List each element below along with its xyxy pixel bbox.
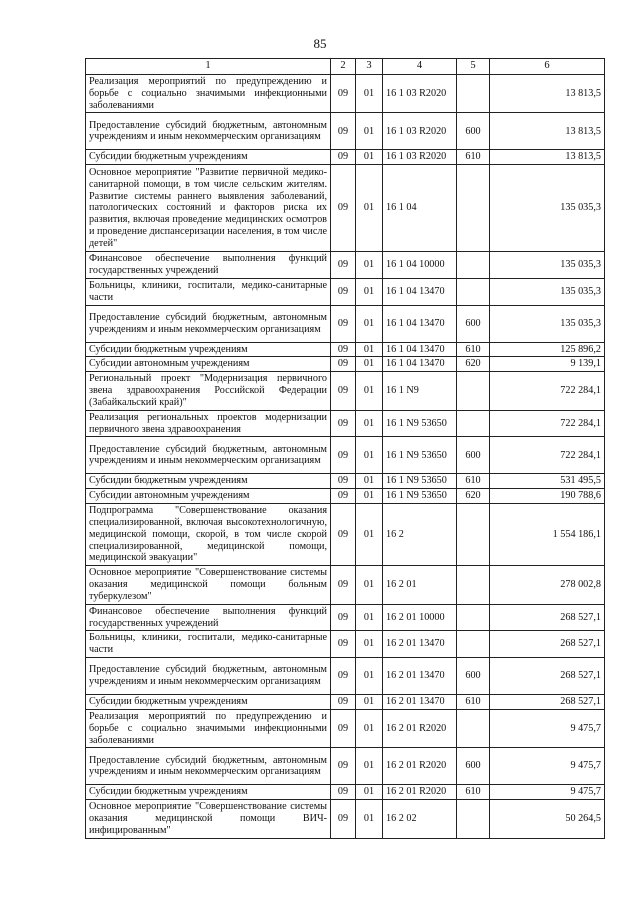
table-row xyxy=(86,165,605,252)
section-code-cell: 09 xyxy=(331,785,356,800)
amount-cell: 531 495,5 xyxy=(490,474,605,489)
section-code-cell: 09 xyxy=(331,372,356,410)
subsection-code-cell: 01 xyxy=(356,410,383,437)
target-article-cell: 16 2 xyxy=(383,504,457,566)
table-header-row xyxy=(86,59,605,75)
row-name-cell: Субсидии автономным учреждениям xyxy=(86,357,331,372)
expense-type-cell xyxy=(457,372,490,410)
section-code-cell: 09 xyxy=(331,748,356,785)
section-code-cell: 09 xyxy=(331,489,356,504)
target-article-cell: 16 2 01 13470 xyxy=(383,695,457,710)
subsection-code-cell: 01 xyxy=(356,372,383,410)
row-name-cell: Субсидии бюджетным учреждениям xyxy=(86,695,331,710)
subsection-code-cell: 01 xyxy=(356,631,383,658)
target-article-cell: 16 1 04 13470 xyxy=(383,278,457,305)
subsection-code-cell: 01 xyxy=(356,278,383,305)
expense-type-cell xyxy=(457,410,490,437)
table-row xyxy=(86,631,605,658)
amount-cell: 190 788,6 xyxy=(490,489,605,504)
table-row xyxy=(86,604,605,631)
table-row xyxy=(86,410,605,437)
target-article-cell: 16 2 02 xyxy=(383,800,457,838)
table-row xyxy=(86,372,605,410)
row-name-cell: Субсидии бюджетным учреждениям xyxy=(86,785,331,800)
row-name-cell: Основное мероприятие "Развитие первичной медико-санитарной помощи, в том числе сельским жителям. Развитие системы раннего выявления заболеваний, патологических состояний и факторов риска их развития, включая проведение медицинских осмотров и проведение диспансеризации населения, в том числе детей" xyxy=(86,165,331,252)
table-row xyxy=(86,342,605,357)
subsection-code-cell: 01 xyxy=(356,165,383,252)
row-name-cell: Финансовое обеспечение выполнения функций государственных учреждений xyxy=(86,252,331,279)
expense-type-cell: 600 xyxy=(457,748,490,785)
row-name-cell: Больницы, клиники, госпитали, медико-санитарные части xyxy=(86,278,331,305)
expense-type-cell xyxy=(457,566,490,604)
target-article-cell: 16 1 03 R2020 xyxy=(383,75,457,113)
section-code-cell: 09 xyxy=(331,658,356,695)
subsection-code-cell: 01 xyxy=(356,504,383,566)
expense-type-cell: 610 xyxy=(457,474,490,489)
subsection-code-cell: 01 xyxy=(356,342,383,357)
target-article-cell: 16 1 03 R2020 xyxy=(383,150,457,165)
subsection-code-cell: 01 xyxy=(356,75,383,113)
target-article-cell: 16 1 04 13470 xyxy=(383,357,457,372)
amount-cell: 50 264,5 xyxy=(490,800,605,838)
target-article-cell: 16 1 04 13470 xyxy=(383,342,457,357)
table-row xyxy=(86,709,605,747)
row-name-cell: Финансовое обеспечение выполнения функций государственных учреждений xyxy=(86,604,331,631)
section-code-cell: 09 xyxy=(331,631,356,658)
section-code-cell: 09 xyxy=(331,566,356,604)
subsection-code-cell: 01 xyxy=(356,566,383,604)
target-article-cell: 16 1 03 R2020 xyxy=(383,113,457,150)
table-row xyxy=(86,252,605,279)
amount-cell: 9 139,1 xyxy=(490,357,605,372)
expense-type-cell: 600 xyxy=(457,113,490,150)
subsection-code-cell: 01 xyxy=(356,150,383,165)
amount-cell: 722 284,1 xyxy=(490,437,605,474)
amount-cell: 268 527,1 xyxy=(490,695,605,710)
expense-type-cell xyxy=(457,75,490,113)
expense-type-cell: 600 xyxy=(457,658,490,695)
section-code-cell: 09 xyxy=(331,165,356,252)
table-row xyxy=(86,305,605,342)
table-row xyxy=(86,75,605,113)
expense-type-cell xyxy=(457,165,490,252)
row-name-cell: Реализация региональных проектов модернизации первичного звена здравоохранения xyxy=(86,410,331,437)
expense-type-cell: 610 xyxy=(457,785,490,800)
row-name-cell: Предоставление субсидий бюджетным, автономным учреждениям и иным некоммерческим организациям xyxy=(86,113,331,150)
column-header: 1 xyxy=(86,59,331,75)
target-article-cell: 16 1 N9 xyxy=(383,372,457,410)
table-row xyxy=(86,800,605,838)
expense-type-cell xyxy=(457,278,490,305)
target-article-cell: 16 2 01 10000 xyxy=(383,604,457,631)
budget-table xyxy=(85,58,605,839)
column-header: 3 xyxy=(356,59,383,75)
section-code-cell: 09 xyxy=(331,305,356,342)
column-header: 4 xyxy=(383,59,457,75)
expense-type-cell: 610 xyxy=(457,342,490,357)
target-article-cell: 16 1 04 xyxy=(383,165,457,252)
target-article-cell: 16 1 04 13470 xyxy=(383,305,457,342)
amount-cell: 13 813,5 xyxy=(490,113,605,150)
target-article-cell: 16 1 04 10000 xyxy=(383,252,457,279)
subsection-code-cell: 01 xyxy=(356,357,383,372)
section-code-cell: 09 xyxy=(331,342,356,357)
row-name-cell: Подпрограмма "Совершенствование оказания специализированной, включая высокотехнологичную, медицинской помощи, скорой, в том числе скорой специализированной, медицинской помощи, медицинской эвакуации" xyxy=(86,504,331,566)
row-name-cell: Субсидии автономным учреждениям xyxy=(86,489,331,504)
amount-cell: 13 813,5 xyxy=(490,150,605,165)
amount-cell: 1 554 186,1 xyxy=(490,504,605,566)
amount-cell: 13 813,5 xyxy=(490,75,605,113)
amount-cell: 125 896,2 xyxy=(490,342,605,357)
row-name-cell: Субсидии бюджетным учреждениям xyxy=(86,150,331,165)
expense-type-cell xyxy=(457,604,490,631)
table-row xyxy=(86,489,605,504)
target-article-cell: 16 1 N9 53650 xyxy=(383,489,457,504)
table-row xyxy=(86,150,605,165)
subsection-code-cell: 01 xyxy=(356,252,383,279)
row-name-cell: Предоставление субсидий бюджетным, автономным учреждениям и иным некоммерческим организациям xyxy=(86,437,331,474)
section-code-cell: 09 xyxy=(331,278,356,305)
row-name-cell: Реализация мероприятий по предупреждению и борьбе с социально значимыми инфекционными заболеваниями xyxy=(86,75,331,113)
subsection-code-cell: 01 xyxy=(356,709,383,747)
amount-cell: 268 527,1 xyxy=(490,631,605,658)
subsection-code-cell: 01 xyxy=(356,489,383,504)
table-row xyxy=(86,113,605,150)
column-header: 5 xyxy=(457,59,490,75)
subsection-code-cell: 01 xyxy=(356,474,383,489)
table-row xyxy=(86,474,605,489)
subsection-code-cell: 01 xyxy=(356,113,383,150)
table-row xyxy=(86,566,605,604)
target-article-cell: 16 1 N9 53650 xyxy=(383,410,457,437)
section-code-cell: 09 xyxy=(331,410,356,437)
amount-cell: 722 284,1 xyxy=(490,372,605,410)
row-name-cell: Региональный проект "Модернизация первичного звена здравоохранения Российской Федерации (Забайкальский край)" xyxy=(86,372,331,410)
expense-type-cell: 600 xyxy=(457,305,490,342)
target-article-cell: 16 2 01 R2020 xyxy=(383,709,457,747)
amount-cell: 722 284,1 xyxy=(490,410,605,437)
expense-type-cell: 610 xyxy=(457,695,490,710)
amount-cell: 9 475,7 xyxy=(490,748,605,785)
section-code-cell: 09 xyxy=(331,800,356,838)
table-row xyxy=(86,357,605,372)
section-code-cell: 09 xyxy=(331,437,356,474)
subsection-code-cell: 01 xyxy=(356,800,383,838)
column-header: 2 xyxy=(331,59,356,75)
amount-cell: 135 035,3 xyxy=(490,278,605,305)
subsection-code-cell: 01 xyxy=(356,437,383,474)
subsection-code-cell: 01 xyxy=(356,748,383,785)
table-row xyxy=(86,504,605,566)
amount-cell: 135 035,3 xyxy=(490,252,605,279)
target-article-cell: 16 1 N9 53650 xyxy=(383,474,457,489)
target-article-cell: 16 1 N9 53650 xyxy=(383,437,457,474)
expense-type-cell xyxy=(457,252,490,279)
section-code-cell: 09 xyxy=(331,252,356,279)
expense-type-cell: 610 xyxy=(457,150,490,165)
table-row xyxy=(86,278,605,305)
amount-cell: 278 002,8 xyxy=(490,566,605,604)
page-number: 85 xyxy=(313,36,327,51)
table-row xyxy=(86,785,605,800)
row-name-cell: Реализация мероприятий по предупреждению и борьбе с социально значимыми инфекционными заболеваниями xyxy=(86,709,331,747)
target-article-cell: 16 2 01 xyxy=(383,566,457,604)
row-name-cell: Больницы, клиники, госпитали, медико-санитарные части xyxy=(86,631,331,658)
table-row xyxy=(86,748,605,785)
row-name-cell: Субсидии бюджетным учреждениям xyxy=(86,342,331,357)
expense-type-cell xyxy=(457,631,490,658)
subsection-code-cell: 01 xyxy=(356,604,383,631)
section-code-cell: 09 xyxy=(331,75,356,113)
section-code-cell: 09 xyxy=(331,695,356,710)
target-article-cell: 16 2 01 R2020 xyxy=(383,785,457,800)
subsection-code-cell: 01 xyxy=(356,785,383,800)
amount-cell: 135 035,3 xyxy=(490,165,605,252)
subsection-code-cell: 01 xyxy=(356,658,383,695)
section-code-cell: 09 xyxy=(331,709,356,747)
expense-type-cell xyxy=(457,504,490,566)
section-code-cell: 09 xyxy=(331,150,356,165)
row-name-cell: Субсидии бюджетным учреждениям xyxy=(86,474,331,489)
row-name-cell: Предоставление субсидий бюджетным, автономным учреждениям и иным некоммерческим организациям xyxy=(86,658,331,695)
subsection-code-cell: 01 xyxy=(356,305,383,342)
target-article-cell: 16 2 01 13470 xyxy=(383,631,457,658)
section-code-cell: 09 xyxy=(331,357,356,372)
section-code-cell: 09 xyxy=(331,474,356,489)
amount-cell: 135 035,3 xyxy=(490,305,605,342)
subsection-code-cell: 01 xyxy=(356,695,383,710)
target-article-cell: 16 2 01 R2020 xyxy=(383,748,457,785)
row-name-cell: Основное мероприятие "Совершенствование системы оказания медицинской помощи больным туберкулезом" xyxy=(86,566,331,604)
amount-cell: 268 527,1 xyxy=(490,658,605,695)
expense-type-cell xyxy=(457,800,490,838)
table-row xyxy=(86,437,605,474)
amount-cell: 9 475,7 xyxy=(490,785,605,800)
amount-cell: 9 475,7 xyxy=(490,709,605,747)
section-code-cell: 09 xyxy=(331,604,356,631)
section-code-cell: 09 xyxy=(331,113,356,150)
table-row xyxy=(86,695,605,710)
expense-type-cell: 620 xyxy=(457,489,490,504)
expense-type-cell: 600 xyxy=(457,437,490,474)
row-name-cell: Предоставление субсидий бюджетным, автономным учреждениям и иным некоммерческим организациям xyxy=(86,748,331,785)
expense-type-cell: 620 xyxy=(457,357,490,372)
amount-cell: 268 527,1 xyxy=(490,604,605,631)
section-code-cell: 09 xyxy=(331,504,356,566)
row-name-cell: Предоставление субсидий бюджетным, автономным учреждениям и иным некоммерческим организациям xyxy=(86,305,331,342)
column-header: 6 xyxy=(490,59,605,75)
table-row xyxy=(86,658,605,695)
target-article-cell: 16 2 01 13470 xyxy=(383,658,457,695)
expense-type-cell xyxy=(457,709,490,747)
row-name-cell: Основное мероприятие "Совершенствование системы оказания медицинской помощи ВИЧ-инфицированным" xyxy=(86,800,331,838)
